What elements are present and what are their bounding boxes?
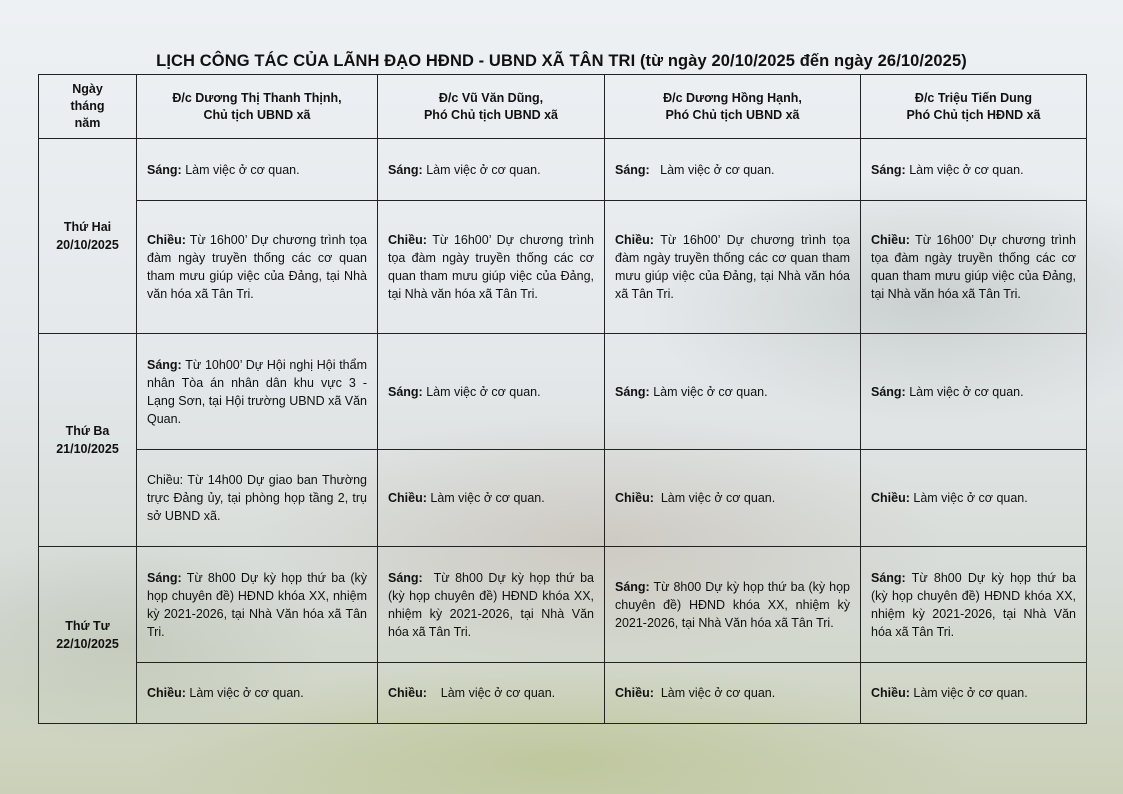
- session-label: Sáng:: [147, 570, 182, 585]
- session-label: Sáng:: [871, 162, 906, 177]
- session-text: Từ 14h00 Dự giao ban Thường trực Đảng ủy, tại phòng họp tầng 2, trụ sở UBND xã.: [147, 473, 371, 523]
- session-text: Làm việc ở cơ quan.: [426, 491, 545, 505]
- session-text: Làm việc ở cơ quan.: [909, 686, 1028, 700]
- leader-role: Phó Chủ tịch UBND xã: [423, 107, 559, 122]
- schedule-cell: [378, 139, 605, 201]
- leader-name: Đ/c Triệu Tiến Dung: [914, 90, 1033, 105]
- date-label: 20/10/2025: [56, 238, 119, 252]
- schedule-cell: [861, 201, 1087, 334]
- schedule-cell: [861, 139, 1087, 201]
- schedule-cell: [605, 450, 861, 547]
- session-text: Từ 16h00’ Dự chương trình tọa đàm ngày truyền thống các cơ quan tham mưu giúp việc của Đảng, tại Nhà văn hóa xã Tân Tri.: [388, 233, 598, 301]
- schedule-cell: [137, 450, 378, 547]
- table-row: [39, 450, 1087, 547]
- schedule-cell: [378, 201, 605, 334]
- weekday-label: Thứ Tư: [65, 619, 110, 633]
- session-text: Làm việc ở cơ quan.: [649, 384, 768, 399]
- schedule-cell: [861, 334, 1087, 450]
- schedule-cell: [378, 663, 605, 724]
- date-label: 21/10/2025: [56, 442, 119, 456]
- session-label: Chiều:: [147, 473, 184, 487]
- table-row: [39, 663, 1087, 724]
- session-label: Chiều:: [615, 686, 654, 700]
- session-text: Từ 8h00 Dự kỳ họp thứ ba (kỳ họp chuyên đề) HĐND khóa XX, nhiệm kỳ 2021-2026, tại Nhà Văn hóa xã Tân Tri.: [388, 570, 598, 639]
- leader-role: Chủ tịch UBND xã: [203, 107, 311, 122]
- schedule-cell: [861, 663, 1087, 724]
- table-row: [39, 547, 1087, 663]
- session-text: Từ 16h00’ Dự chương trình tọa đàm ngày truyền thống các cơ quan tham mưu giúp việc của Đảng, tại Nhà văn hóa xã Tân Tri.: [871, 233, 1080, 301]
- session-text: Làm việc ở cơ quan.: [181, 162, 300, 177]
- schedule-cell: [378, 547, 605, 663]
- weekday-label: Thứ Hai: [63, 220, 112, 234]
- session-text: Làm việc ở cơ quan.: [905, 384, 1024, 399]
- schedule-cell: [137, 663, 378, 724]
- session-label: Chiều:: [871, 233, 910, 247]
- schedule-cell: [378, 450, 605, 547]
- schedule-cell: [861, 450, 1087, 547]
- schedule-cell: [137, 334, 378, 450]
- schedule-cell: [137, 201, 378, 334]
- day-cell: [39, 139, 137, 334]
- schedule-cell: [605, 334, 861, 450]
- schedule-cell: [137, 139, 378, 201]
- session-label: Sáng:: [147, 357, 182, 372]
- schedule-cell: [605, 547, 861, 663]
- leader-role: Phó Chủ tịch UBND xã: [665, 107, 800, 122]
- date-column-header: Ngày tháng năm: [39, 75, 137, 139]
- session-label: Sáng:: [615, 384, 650, 399]
- session-label: Chiều:: [147, 686, 186, 700]
- session-label: Sáng:: [388, 570, 423, 585]
- session-text: Làm việc ở cơ quan.: [649, 162, 775, 177]
- session-label: Sáng:: [388, 162, 423, 177]
- session-text: Làm việc ở cơ quan.: [426, 686, 556, 700]
- leader-name: Đ/c Vũ Văn Dũng,: [438, 90, 544, 105]
- leader-header-1: [137, 75, 378, 139]
- session-text: Làm việc ở cơ quan.: [909, 491, 1028, 505]
- session-label: Sáng:: [147, 162, 182, 177]
- leader-header-2: [378, 75, 605, 139]
- session-label: Chiều:: [388, 233, 427, 247]
- session-text: Làm việc ở cơ quan.: [653, 491, 776, 505]
- schedule-cell: [378, 334, 605, 450]
- session-label: Sáng:: [871, 384, 906, 399]
- session-text: Từ 8h00 Dự kỳ họp thứ ba (kỳ họp chuyên đề) HĐND khóa XX, nhiệm kỳ 2021-2026, tại Nhà Văn hóa xã Tân Tri.: [615, 579, 854, 630]
- leader-role: Phó Chủ tịch HĐND xã: [906, 107, 1041, 122]
- session-text: Làm việc ở cơ quan.: [422, 384, 541, 399]
- leader-header-4: [861, 75, 1087, 139]
- session-text: Từ 8h00 Dự kỳ họp thứ ba (kỳ họp chuyên đề) HĐND khóa XX, nhiệm kỳ 2021-2026, tại Nhà Văn hóa xã Tân Tri.: [871, 570, 1080, 639]
- session-text: Từ 10h00’ Dự Hội nghị Hội thẩm nhân Tòa án nhân dân khu vực 3 - Lạng Sơn, tại Hội trường UBND xã Văn Quan.: [147, 357, 371, 426]
- schedule-cell: [137, 547, 378, 663]
- session-label: Chiều:: [871, 686, 910, 700]
- session-label: Sáng:: [615, 162, 650, 177]
- session-label: Chiều:: [615, 491, 654, 505]
- session-label: Sáng:: [615, 579, 650, 594]
- schedule-cell: [861, 547, 1087, 663]
- session-label: Chiều:: [388, 491, 427, 505]
- table-row: [39, 201, 1087, 334]
- leader-name: Đ/c Dương Hồng Hạnh,: [663, 90, 802, 105]
- header-row: [39, 75, 1087, 139]
- day-cell: [39, 334, 137, 547]
- date-label: 22/10/2025: [56, 637, 119, 651]
- session-label: Chiều:: [615, 233, 654, 247]
- table-row: [39, 334, 1087, 450]
- session-label: Sáng:: [388, 384, 423, 399]
- schedule-table: [38, 74, 1087, 724]
- session-text: Từ 16h00’ Dự chương trình tọa đàm ngày truyền thống các cơ quan tham mưu giúp việc của Đảng, tại Nhà văn hóa xã Tân Tri.: [147, 233, 371, 301]
- session-text: Từ 16h00’ Dự chương trình tọa đàm ngày truyền thống các cơ quan tham mưu giúp việc của Đảng, tại Nhà văn hóa xã Tân Tri.: [615, 233, 854, 301]
- table-row: [39, 139, 1087, 201]
- weekday-label: Thứ Ba: [65, 424, 110, 438]
- schedule-cell: [605, 139, 861, 201]
- page-title: LỊCH CÔNG TÁC CỦA LÃNH ĐẠO HĐND - UBND XÃ TÂN TRI (từ ngày 20/10/2025 đến ngày 26/10/2025): [156, 52, 967, 70]
- session-text: Từ 8h00 Dự kỳ họp thứ ba (kỳ họp chuyên đề) HĐND khóa XX, nhiệm kỳ 2021-2026, tại Nhà Văn hóa xã Tân Tri.: [147, 570, 371, 639]
- session-label: Chiều:: [388, 686, 427, 700]
- session-text: Làm việc ở cơ quan.: [905, 162, 1024, 177]
- session-label: Chiều:: [871, 491, 910, 505]
- day-cell: [39, 547, 137, 724]
- schedule-cell: [605, 663, 861, 724]
- session-text: Làm việc ở cơ quan.: [185, 686, 304, 700]
- schedule-cell: [605, 201, 861, 334]
- leader-header-3: [605, 75, 861, 139]
- session-label: Chiều:: [147, 233, 186, 247]
- session-text: Làm việc ở cơ quan.: [422, 162, 541, 177]
- session-text: Làm việc ở cơ quan.: [653, 686, 776, 700]
- leader-name: Đ/c Dương Thị Thanh Thịnh,: [172, 90, 342, 105]
- session-label: Sáng:: [871, 570, 906, 585]
